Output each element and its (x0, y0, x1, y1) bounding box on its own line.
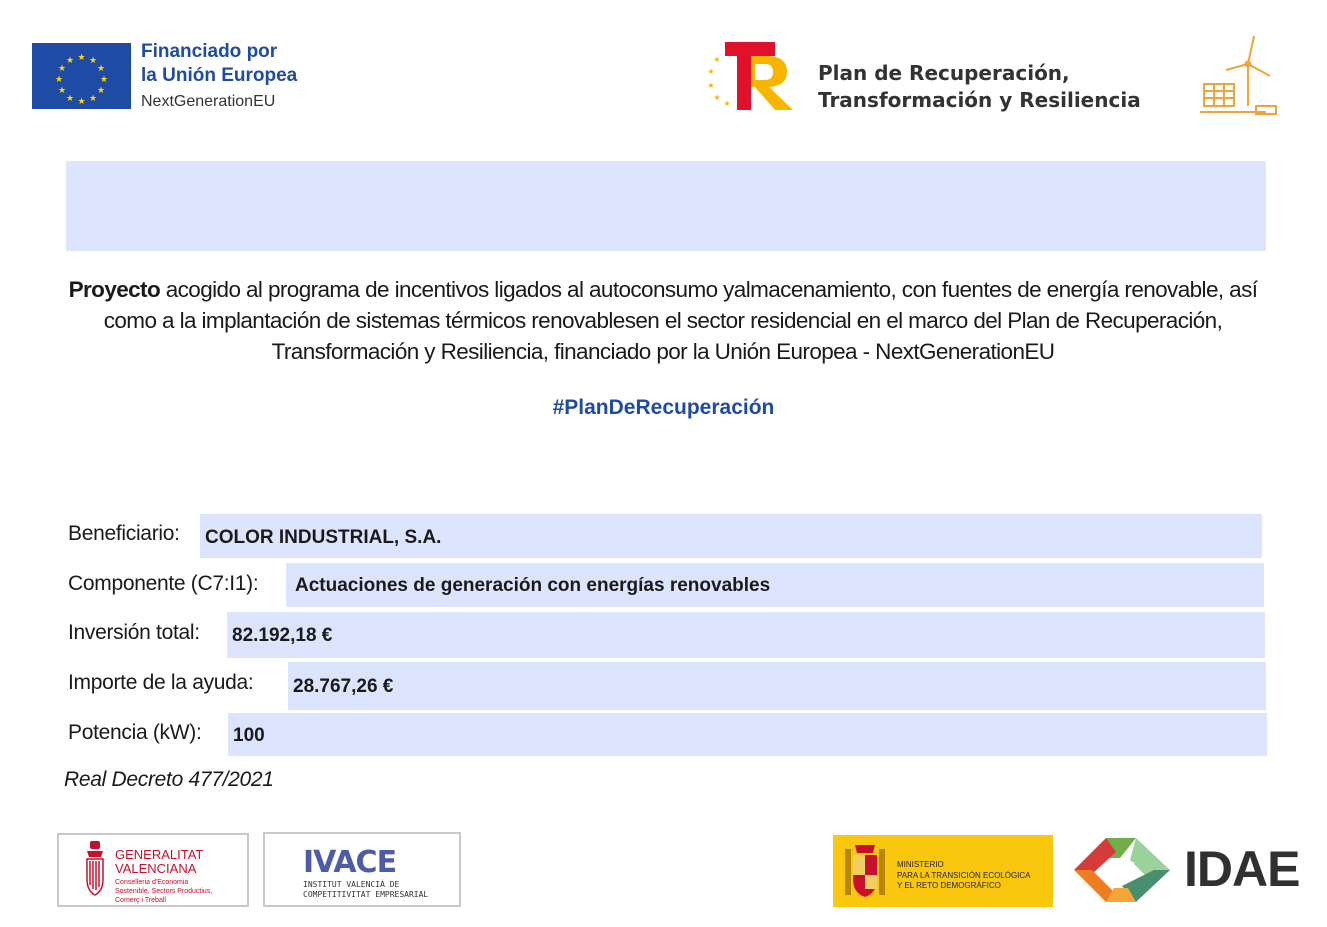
eu-line-1: Financiado por (141, 41, 278, 62)
ivace-line-2: COMPETITIVITAT EMPRESARIAL (303, 890, 429, 899)
importe-value: 28.767,26 € (293, 676, 394, 697)
svg-text:★: ★ (713, 55, 721, 64)
project-description-text: acogido al programa de incentivos ligados al autoconsumo yalmacenamiento, con fuentes de energía renovable, así como a la implantación de sistemas térmicos renovablesen el sector residencial en el marco del Plan de Recuperación, Transformación y Resiliencia, financiado por la Unión Europea - NextGenerationEU (103, 277, 1258, 364)
idae-emblem-icon (1070, 834, 1175, 906)
svg-text:★: ★ (88, 94, 98, 104)
potencia-value: 100 (233, 724, 265, 746)
title-banner (66, 161, 1266, 251)
generalitat-valenciana-logo (57, 833, 249, 907)
gva-line-5: Comerç i Treball (115, 897, 166, 904)
potencia-label: Potencia (kW): (68, 721, 202, 744)
gva-line-4: Sostenible, Sectors Productius, (115, 888, 213, 895)
beneficiario-field (200, 514, 1262, 558)
inversion-label: Inversión total: (68, 621, 200, 644)
svg-text:★: ★ (57, 86, 67, 96)
svg-text:★: ★ (57, 64, 67, 74)
svg-text:★: ★ (88, 56, 98, 66)
miteco-line-2: PARA LA TRANSICIÓN ECOLÓGICA (897, 871, 1031, 880)
importe-field (288, 662, 1266, 710)
componente-field (286, 563, 1264, 607)
project-description (60, 274, 1266, 367)
idae-logo-text: IDAE (1184, 841, 1300, 897)
eu-flag-icon (32, 43, 131, 109)
svg-text:★: ★ (65, 56, 75, 66)
svg-text:★: ★ (96, 64, 106, 74)
decree-reference: Real Decreto 477/2021 (64, 768, 274, 791)
eu-funding-label (141, 40, 297, 114)
svg-text:★: ★ (77, 97, 86, 107)
inversion-field (227, 612, 1265, 658)
miteco-line-3: Y EL RETO DEMOGRÁFICO (897, 881, 1001, 890)
svg-text:★: ★ (65, 94, 75, 104)
prtr-logo-icon (705, 40, 797, 112)
svg-text:★: ★ (96, 86, 106, 96)
componente-value: Actuaciones de generación con energías renovables (295, 575, 771, 596)
project-label: Proyecto (68, 277, 161, 302)
componente-label: Componente (C7:I1): (68, 572, 259, 595)
potencia-field (228, 713, 1267, 756)
beneficiario-label: Beneficiario: (68, 522, 180, 545)
svg-text:★: ★ (707, 67, 715, 76)
gva-line-3: Conselleria d'Economia (115, 879, 189, 886)
beneficiario-value: COLOR INDUSTRIAL, S.A. (205, 527, 442, 548)
prtr-label (818, 60, 1141, 114)
eu-line-3: NextGenerationEU (141, 93, 276, 110)
ivace-line-1: INSTITUT VALENCIÀ DE (303, 880, 400, 889)
svg-text:★: ★ (707, 81, 715, 90)
wind-turbine-solar-icon (1196, 30, 1286, 120)
svg-text:★: ★ (713, 93, 721, 102)
miteco-line-1: MINISTERIO (897, 860, 944, 869)
ivace-logo (263, 832, 461, 907)
hashtag: #PlanDeRecuperación (552, 396, 775, 419)
inversion-value: 82.192,18 € (232, 625, 333, 646)
svg-text:★: ★ (77, 53, 86, 63)
gva-line-1: GENERALITAT (115, 847, 204, 862)
importe-label: Importe de la ayuda: (68, 671, 254, 694)
svg-text:★: ★ (54, 75, 64, 85)
gva-line-2: VALENCIANA (115, 861, 197, 876)
svg-text:★: ★ (723, 99, 731, 108)
svg-text:★: ★ (99, 75, 109, 85)
spain-coat-of-arms-icon (845, 845, 885, 897)
miteco-logo (833, 835, 1053, 907)
prtr-line-1: Plan de Recuperación, (818, 61, 1070, 85)
ivace-logo-text: IVACE (303, 845, 397, 880)
prtr-line-2: Transformación y Resiliencia (818, 88, 1141, 112)
eu-line-2: la Unión Europea (141, 65, 298, 86)
